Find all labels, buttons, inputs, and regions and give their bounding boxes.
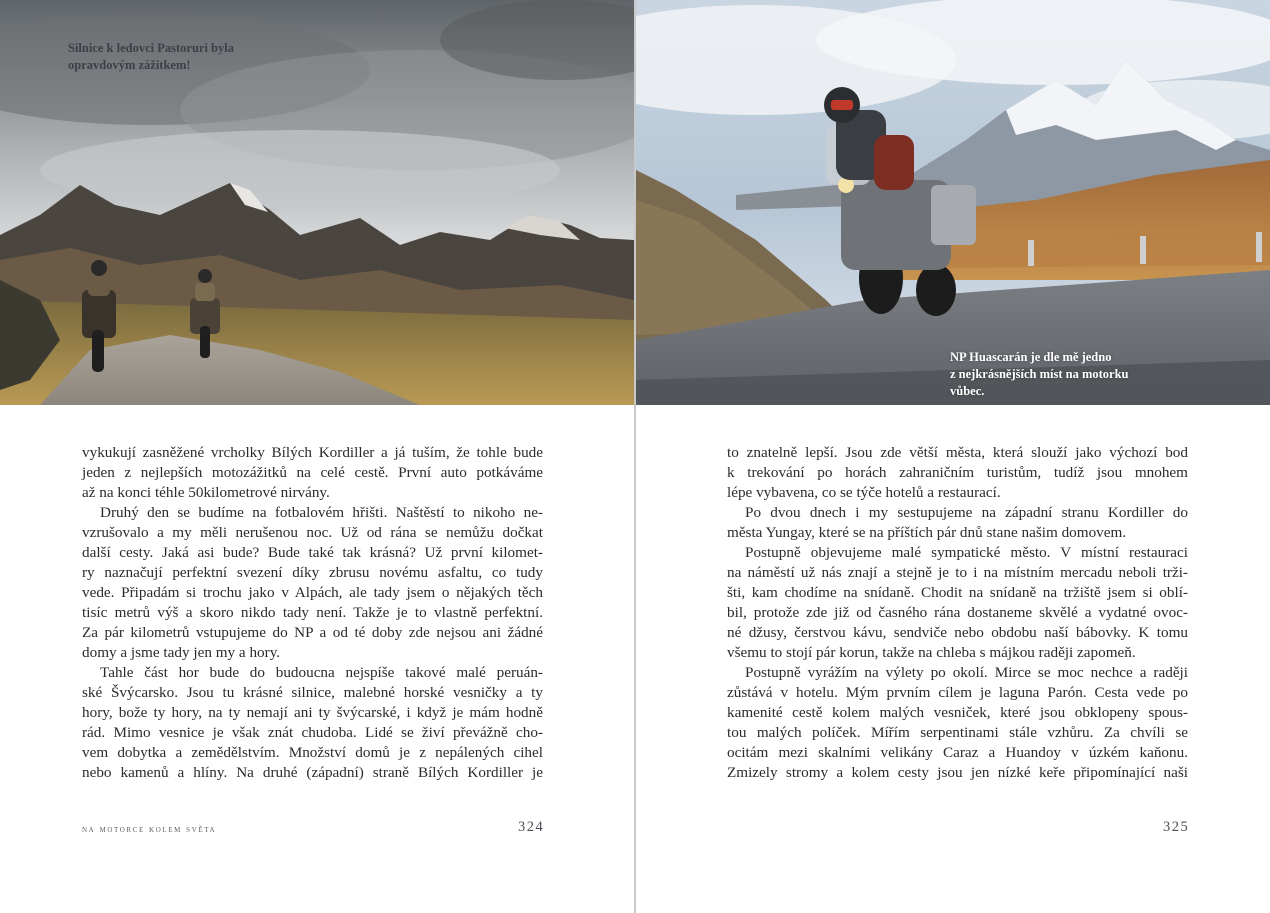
text-line: hory, bože ty hory, na ty nemají ani ty švýcarské, i když je mám hodně bbox=[82, 704, 543, 721]
text-line: tou malých políček. Mířím serpentinami stále vzhůru. Za chvíli se bbox=[727, 724, 1188, 741]
left-page bbox=[0, 0, 634, 913]
text-line: všemu to stojí pár korun, takže na chleba s májkou raději zapomeň. bbox=[727, 644, 1136, 661]
right-page bbox=[636, 0, 1270, 913]
text-line: vem dobytka a zemědělstvím. Množství domů je z nepálených cihel bbox=[82, 744, 543, 761]
caption-line: Silnice k ledovci Pastoruri byla bbox=[68, 41, 234, 55]
caption-line: z nejkrásnějších míst na motorku bbox=[950, 367, 1129, 381]
text-line: kamenité cestě kolem malých vesniček, které jsou obklopeny spous- bbox=[727, 704, 1188, 721]
text-line: to znatelně lepší. Jsou zde větší města, která slouží jako výchozí bod bbox=[727, 444, 1188, 461]
text-line: ské Švýcarsko. Jsou tu krásné silnice, malebné horské vesničky a ty bbox=[82, 684, 543, 701]
photo-caption bbox=[68, 40, 234, 74]
page-number: 324 bbox=[518, 819, 545, 835]
text-line: ocitám mezi skalními velikány Caraz a Huandoy v úzkém kaňonu. bbox=[727, 744, 1188, 761]
text-line: né džusy, čerstvou kávu, sendviče nebo obdobu naší bábovky. K tomu bbox=[727, 624, 1188, 641]
text-line: Postupně vyrážím na výlety po okolí. Mirce se moc nechce a raději bbox=[745, 664, 1188, 681]
text-line: ry naznačují perfektní svezení díky zbrusu novému asfaltu, co tudy bbox=[82, 564, 543, 581]
text-line: zůstává v hotelu. Mým prvním cílem je laguna Parón. Cesta vede po bbox=[727, 684, 1188, 701]
text-line: Po dvou dnech i my sestupujeme na západní stranu Kordiller do bbox=[745, 504, 1188, 521]
page-number: 325 bbox=[1163, 819, 1190, 835]
caption-line: opravdovým zážitkem! bbox=[68, 58, 191, 72]
caption-line: NP Huascarán je dle mě jedno bbox=[950, 350, 1112, 364]
text-line: až na konci téhle 50kilometrové nirvány. bbox=[82, 484, 330, 501]
text-line: tisíc metrů výš a skoro nikdo tady není. Takže je to vlastně perfektní. bbox=[82, 604, 543, 621]
text-line: na náměstí už nás znají a stejně je to i na místním mercadu neboli trži- bbox=[727, 564, 1188, 581]
text-line: Postupně objevujeme malé sympatické město. V místní restauraci bbox=[745, 544, 1188, 561]
photo-caption bbox=[950, 349, 1128, 400]
text-line: Za pár kilometrů vstupujeme do NP a od té doby zde nejsou ani žádné bbox=[82, 624, 543, 641]
text-line: bil, protože zde již od časného rána dostaneme skvělé a vydatné ovoc- bbox=[727, 604, 1188, 621]
text-line: Tahle část hor bude do budoucna nejspíše takové malé peruán- bbox=[100, 664, 543, 681]
text-line: vykukují zasněžené vrcholky Bílých Kordiller a já tuším, že tohle bude bbox=[82, 444, 543, 461]
text-line: k trekování po horách zahraničním turistům, tudíž jsou mnohem bbox=[727, 464, 1188, 481]
text-line: rád. Mimo vesnice je však znát chudoba. Lidé se živí převážně cho- bbox=[82, 724, 543, 741]
text-line: vede. Připadám si trochu jako v Alpách, ale tady jsem o nějakých těch bbox=[82, 584, 543, 601]
text-line: šti, kam chodíme na snídaně. Chodit na snídaně na tržiště jsem si oblí- bbox=[727, 584, 1188, 601]
text-line: Zmizely stromy a kolem cesty jsou jen nízké keře připomínající naši bbox=[727, 764, 1188, 781]
running-footer-title: na motorce kolem světa bbox=[82, 824, 217, 835]
text-line: Druhý den se budíme na fotbalovém hřišti. Naštěstí to nikoho ne- bbox=[100, 504, 543, 521]
body-text bbox=[727, 443, 1188, 783]
photo-huascaran-rider-image bbox=[636, 0, 1270, 405]
text-line: vzrušovalo a my měli nerušenou noc. Už od rána se nemůžu dočkat bbox=[82, 524, 543, 541]
text-line: jeden z nejlepších motozážitků na celé cestě. První auto potkáváme bbox=[82, 464, 543, 481]
text-line: další cesty. Jaká asi bude? Bude také tak krásná? Už první kilomet- bbox=[82, 544, 543, 561]
text-line: nebo kamenů a hlíny. Na druhé (západní) straně Bílých Kordiller je bbox=[82, 764, 543, 781]
text-line: domy a jsme tady jen my a hory. bbox=[82, 644, 281, 661]
photo-huascaran-rider bbox=[636, 0, 1270, 405]
body-text bbox=[82, 443, 543, 783]
text-line: města Yungay, které se na příštích pár dnů stane našim domovem. bbox=[727, 524, 1127, 541]
caption-line: vůbec. bbox=[950, 384, 985, 398]
text-line: lépe vybavena, co se týče hotelů a restaurací. bbox=[727, 484, 1001, 501]
